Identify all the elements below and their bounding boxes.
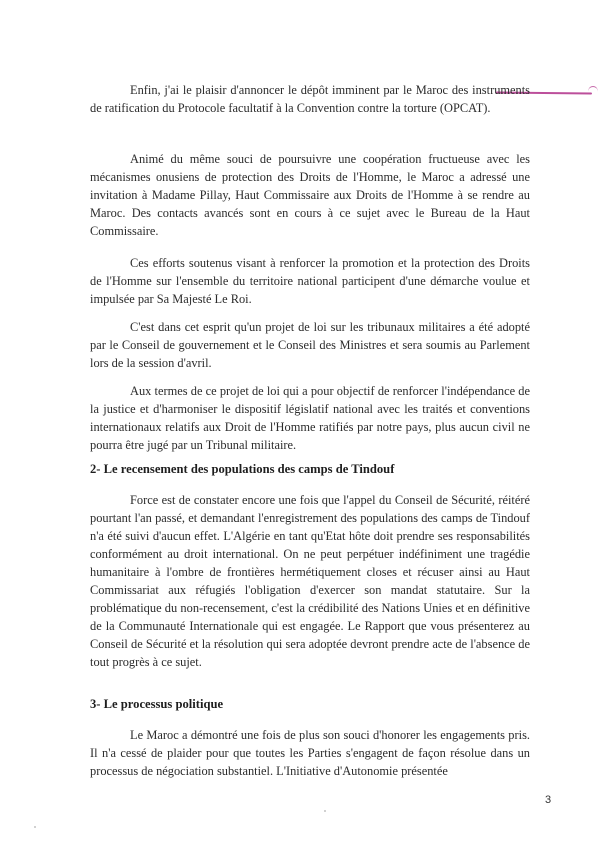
paragraph-human-rights-efforts: Ces efforts soutenus visant à renforcer la promotion et la protection des Droits de l'Homme sur l'ensemble du territoire national participent d'une démarche voulue et impulsée par Sa Majesté Le Roi. — [90, 256, 530, 306]
section-heading-tindouf-census: 2- Le recensement des populations des camps de Tindouf — [90, 462, 395, 476]
paragraph-political-process: Le Maroc a démontré une fois de plus son souci d'honorer les engagements pris. Il n'a cessé de plaider pour que toutes les Parties s'engagent de façon résolue dans un processus de négociation substantiel. L'Initiative d'Autonomie présentée — [90, 728, 530, 778]
paragraph-bill-objectives: Aux termes de ce projet de loi qui a pour objectif de renforcer l'indépendance de la justice et d'harmoniser le dispositif législatif national avec les traités et conventions internationaux relatifs aux Droit de l'Homme ratifiés par notre pays, plus aucun civil ne pourra être jugé par un Tribunal militaire. — [90, 384, 530, 452]
handwritten-mark-tail — [588, 86, 598, 97]
scan-speck — [324, 810, 326, 812]
scan-speck — [34, 826, 36, 828]
section-heading-political-process: 3- Le processus politique — [90, 697, 224, 711]
page-number: 3 — [545, 794, 552, 806]
paragraph-pillay-invitation: Animé du même souci de poursuivre une coopération fructueuse avec les mécanismes onusiens de protection des Droits de l'Homme, le Maroc a adressé une invitation à Madame Pillay, Haut Commissaire aux Droits de l'Homme à se rendre au Maroc. Des contacts avancés sont en cours à ce sujet avec le Bureau de la Haut Commissaire. — [90, 152, 530, 238]
paragraph-opcat: Enfin, j'ai le plaisir d'annoncer le dépôt imminent par le Maroc des instruments de ratification du Protocole facultatif à la Convention contre la torture (OPCAT). — [90, 83, 530, 115]
paragraph-military-courts-bill: C'est dans cet esprit qu'un projet de loi sur les tribunaux militaires a été adopté par le Conseil de gouvernement et le Conseil des Ministres et sera soumis au Parlement lors de la session d'avril. — [90, 320, 530, 370]
paragraph-tindouf-census: Force est de constater encore une fois que l'appel du Conseil de Sécurité, réitéré pourtant l'an passé, et demandant l'enregistrement des populations des camps de Tindouf n'a été suivi d'aucun effet. L'Algérie en tant qu'Etat hôte doit prendre ses responsabilités conformément au droit international. On ne peut perpétuer indéfiniment une tragédie humanitaire à l'ombre de frontières hermétiquement closes et récuser ainsi au Haut Commissariat aux réfugiés l'obligation d'exercer son mandat statutaire. Sur la problématique du non-recensement, c'est la crédibilité des Nations Unies et en définitive de la Communauté Internationale qui est engagée. Le Rapport que vous présenterez au Conseil de Sécurité et la résolution qui sera adoptée devront prendre acte de l'absence de tout progrès à ce sujet. — [90, 493, 530, 669]
